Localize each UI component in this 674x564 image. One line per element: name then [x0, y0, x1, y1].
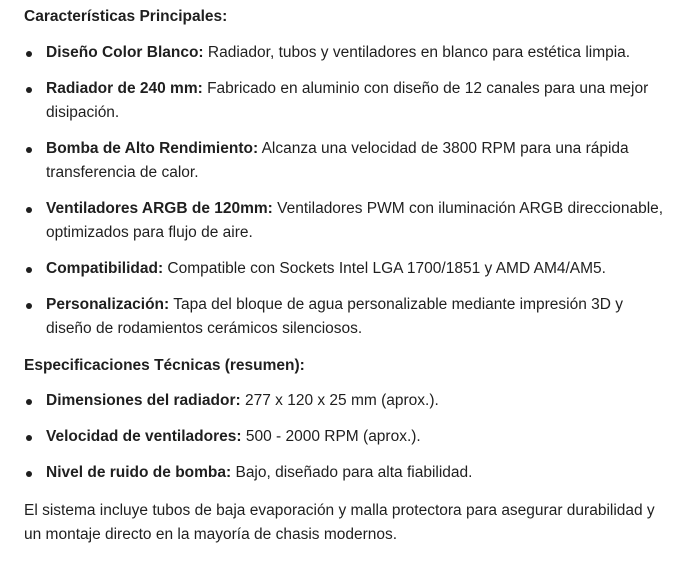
item-text: Fabricado en aluminio con diseño de 12 canales para una mejor disipación. [46, 80, 649, 121]
item-label: Compatibilidad: [46, 260, 164, 277]
bullet-icon [26, 471, 32, 477]
item-text: Bajo, diseñado para alta fiabilidad. [231, 464, 473, 481]
item-label: Diseño Color Blanco: [46, 44, 204, 61]
item-label: Velocidad de ventiladores: [46, 428, 242, 445]
list-item [24, 41, 664, 65]
bullet-icon [26, 303, 32, 309]
list-item [24, 137, 664, 185]
bullet-icon [26, 435, 32, 441]
section-title-especificaciones: Especificaciones Técnicas (resumen): [24, 357, 305, 374]
item-text: Radiador, tubos y ventiladores en blanco para estética limpia. [203, 44, 631, 61]
item-text: 277 x 120 x 25 mm (aprox.). [240, 392, 439, 409]
item-label: Dimensiones del radiador: [46, 392, 241, 409]
item-text: 500 - 2000 RPM (aprox.). [241, 428, 421, 445]
list-item [24, 461, 664, 485]
section-title-principales: Características Principales: [24, 8, 228, 25]
item-text: Alcanza una velocidad de 3800 RPM para una rápida transferencia de calor. [46, 140, 629, 181]
list-item [24, 293, 664, 341]
item-text: Tapa del bloque de agua personalizable mediante impresión 3D y diseño de rodamientos cerámicos silenciosos. [46, 296, 624, 337]
bullet-icon [26, 399, 32, 405]
list-item [24, 77, 664, 125]
features-list [24, 41, 664, 341]
specs-list [24, 389, 664, 485]
bullet-icon [26, 267, 32, 273]
closing-paragraph: El sistema incluye tubos de baja evaporación y malla protectora para asegurar durabilidad y un montaje directo en la mayoría de chasis modernos. [24, 502, 655, 543]
list-item [24, 389, 664, 413]
bullet-icon [26, 207, 32, 213]
list-item [24, 425, 664, 449]
list-item [24, 197, 664, 245]
bullet-icon [26, 87, 32, 93]
item-text: Ventiladores PWM con iluminación ARGB direccionable, optimizados para flujo de aire. [46, 200, 664, 241]
item-label: Personalización: [46, 296, 170, 313]
item-text: Compatible con Sockets Intel LGA 1700/1851 y AMD AM4/AM5. [163, 260, 606, 277]
bullet-icon [26, 147, 32, 153]
item-label: Nivel de ruido de bomba: [46, 464, 232, 481]
list-item [24, 257, 664, 281]
bullet-icon [26, 51, 32, 57]
item-label: Ventiladores ARGB de 120mm: [46, 200, 273, 217]
item-label: Radiador de 240 mm: [46, 80, 203, 97]
item-label: Bomba de Alto Rendimiento: [46, 140, 259, 157]
